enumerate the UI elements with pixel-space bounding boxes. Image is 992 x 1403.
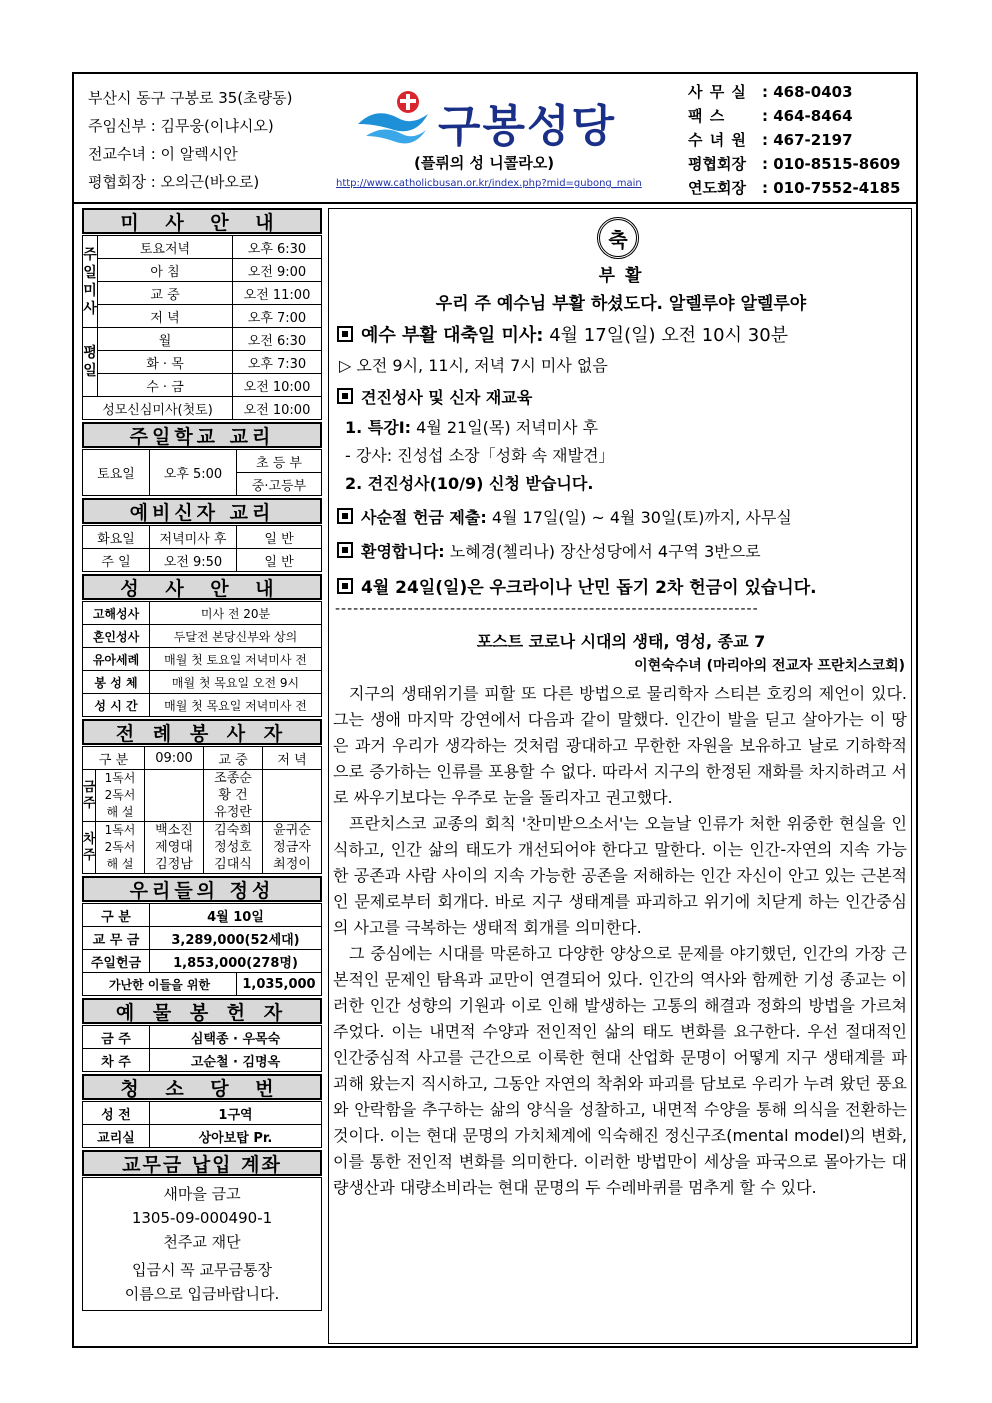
mass-time: 오전 6:30 — [233, 328, 322, 351]
donors-table — [82, 1025, 322, 1072]
cat-day: 주 일 — [83, 549, 150, 572]
easter-note: ▷ 오전 9시, 11시, 저녁 7시 미사 없음 — [339, 356, 608, 375]
mass-name: 교 중 — [98, 282, 233, 305]
liturgy-main: 김숙희 정성호 김대식 — [204, 822, 263, 874]
pastor: 주임신부 : 김무웅(이냐시오) — [88, 117, 274, 135]
liturgy-header: 09:00 — [145, 747, 204, 770]
cleaning-table — [82, 1101, 322, 1148]
contact-row — [688, 104, 900, 128]
church-logo — [336, 88, 656, 198]
cat-time: 오전 9:50 — [150, 549, 237, 572]
cleaning-title: 청 소 당 번 — [82, 1074, 322, 1100]
liturgy-0900: 백소진 제영대 김정남 — [145, 822, 204, 874]
header — [74, 74, 916, 204]
offering-key: 교 무 금 — [83, 927, 150, 950]
bullet-square-icon — [337, 508, 353, 524]
mass-table — [82, 235, 322, 420]
liturgy-title: 전 례 봉 사 자 — [82, 719, 322, 745]
catechumen-title: 예비신자 교리 — [82, 498, 322, 524]
sunday-mass-label: 주일미사 — [83, 236, 98, 328]
liturgy-roles: 1독서 2독서 해 설 — [96, 770, 145, 822]
contact-value: : 464-8464 — [762, 107, 853, 125]
confirmation-notice — [337, 385, 532, 408]
address: 부산시 동구 구봉로 35(초량동) — [88, 89, 293, 107]
essay-paragraph: 프란치스코 교종의 회칙 '찬미받으소서'는 오늘날 인류가 처한 위중한 현실을 인식하고, 인간 삶의 태도가 개선되어야 한다고 말한다. 이는 인간-자연의 지속 가능한 공존과 사람 사이의 지속 가능한 공존을 저해하는 인간 자신이 안고 있는 근본적인 문제로부터 회개다. 바로 지구 생태계를 파괴하고 위기에 치닫게 하는 인간중심의 사고를 극복하는 생태적 회개를 의미한다. — [333, 814, 907, 937]
offering-value: 4월 10일 — [150, 904, 322, 927]
confirmation-title: 견진성사 및 신자 재교육 — [361, 388, 533, 407]
offering-key: 구 분 — [83, 904, 150, 927]
contact-label: 평협회장 — [688, 155, 746, 173]
notice-subtitle: 우리 주 예수님 부활 하셨도다. 알렐루야 알렐루야 — [435, 294, 807, 314]
ukraine-text: 4월 24일(일)은 우크라이나 난민 돕기 2차 헌금이 있습니다. — [361, 578, 817, 598]
donor-names: 고순철 · 김명옥 — [150, 1049, 322, 1072]
mass-time: 오후 7:00 — [233, 305, 322, 328]
cat-who: 일 반 — [237, 526, 322, 549]
sacrament-name: 봉 성 체 — [83, 671, 150, 694]
bullet-square-icon — [337, 578, 353, 594]
essay-author: 이현숙수녀 (마리아의 전교자 프란치스코회) — [634, 658, 905, 674]
contact-row — [688, 128, 900, 152]
contact-label: 연도회장 — [688, 179, 746, 197]
mass-name: 토요저녁 — [98, 236, 233, 259]
liturgy-roles: 1독서 2독서 해 설 — [96, 822, 145, 874]
offering-table — [82, 903, 322, 996]
account-line: 새마을 금고 — [163, 1185, 241, 1203]
welcome-value: 노혜경(첼리나) 장산성당에서 4구역 3반으로 — [444, 542, 761, 561]
cleaning-place: 교리실 — [83, 1125, 150, 1148]
mass-name: 저 녁 — [98, 305, 233, 328]
liturgy-table — [82, 746, 322, 874]
contact-value: : 467-2197 — [762, 131, 853, 149]
left-column — [82, 208, 322, 1311]
mass-time: 오전 9:00 — [233, 259, 322, 282]
divider: ---------------------------------------------------------------------- — [335, 601, 759, 617]
celebration-badge: 축 — [597, 217, 639, 259]
account-box — [82, 1177, 322, 1311]
cat-time: 저녁미사 후 — [150, 526, 237, 549]
liturgy-header: 교 중 — [204, 747, 263, 770]
sacraments-title: 성 사 안 내 — [82, 574, 322, 600]
mass-name: 월 — [98, 328, 233, 351]
sacrament-desc: 매월 첫 목요일 오전 9시 — [150, 671, 322, 694]
cat-who: 일 반 — [237, 549, 322, 572]
sacrament-desc: 두달전 본당신부와 상의 — [150, 625, 322, 648]
cat-day: 화요일 — [83, 526, 150, 549]
donors-title: 예 물 봉 헌 자 — [82, 998, 322, 1024]
account-line: 1305-09-000490-1 — [131, 1209, 273, 1227]
contact-value: : 010-7552-4185 — [762, 179, 901, 197]
lent-label: 사순절 헌금 제출: — [361, 508, 487, 527]
liturgy-header: 저 녁 — [263, 747, 322, 770]
church-name: 구봉성당 — [438, 101, 617, 152]
cleaning-team: 상아보탑 Pr. — [150, 1125, 322, 1148]
lecture-value: 4월 21일(목) 저녁미사 후 — [411, 418, 599, 437]
easter-mass-notice — [337, 321, 788, 347]
church-patron: (플뤼의 성 니콜라오) — [414, 154, 555, 172]
welcome-notice — [337, 539, 761, 562]
mass-name: 아 침 — [98, 259, 233, 282]
easter-value: 4월 17일(일) 오전 10시 30분 — [543, 325, 789, 346]
lent-value: 4월 17일(일) ~ 4월 30일(토)까지, 사무실 — [486, 508, 792, 527]
easter-label: 예수 부활 대축일 미사: — [361, 325, 544, 346]
essay-paragraph: 그 중심에는 시대를 막론하고 다양한 양상으로 문제를 야기했던, 인간의 가장 근본적인 문제인 탐욕과 교만이 연결되어 있다. 인간의 역사와 함께한 기성 종교는 이러한 인간 성향의 기원과 이로 인해 발생하는 고통의 해결과 정화의 방법을 가르쳐 주었다. 이는 내면적 수양과 전인적인 삶의 태도 변화를 요구한다. 우선 절대적인 인간중심적 사고를 근간으로 이룩한 현대 산업화 문명이 어떻게 지구 생태계를 파괴해 왔는지 직시하고, 그동안 자연의 착취와 파괴를 담보로 우리가 누려 왔던 풍요와 안락함을 추구하는 삶의 양식을 성찰하고, 내면적 수양을 통해 의식을 전환하는 것이다. 이는 현대 문명의 가치체계에 익숙해진 정신구조(mental model)의 변화, 이를 통한 전인적 변화를 의미한다. 이러한 방법만이 세상을 파국으로 몰아가는 대량생산과 대량소비라는 현대 문명의 두 수레바퀴를 멈추게 할 수 있다. — [333, 944, 907, 1197]
week-label: 금주 — [83, 770, 96, 822]
contact-label: 수 녀 원 — [688, 131, 747, 149]
account-line: 이름으로 입금바랍니다. — [124, 1285, 280, 1303]
liturgy-main: 조종순 황 건 유정란 — [204, 770, 263, 822]
confirmation-application: 2. 견진성사(10/9) 신청 받습니다. — [345, 474, 594, 493]
school-group: 중·고등부 — [237, 473, 322, 496]
mass-time: 오후 7:30 — [233, 351, 322, 374]
lecture-label: 1. 특강Ⅰ: — [345, 418, 412, 437]
school-day: 토요일 — [83, 450, 150, 496]
donor-week: 금 주 — [83, 1026, 150, 1049]
contact-value: : 010-8515-8609 — [762, 155, 901, 173]
heart-mass-time: 오전 10:00 — [233, 397, 322, 420]
contact-label: 팩 스 — [688, 107, 726, 125]
church-emblem-icon — [356, 88, 436, 148]
cleaning-team: 1구역 — [150, 1102, 322, 1125]
lecture-speaker: - 강사: 진성섭 소장「성화 속 재발견」 — [345, 446, 615, 465]
account-line: 입금시 꼭 교무금통장 — [132, 1261, 272, 1279]
offering-value: 1,035,000 — [237, 973, 322, 996]
account-title: 교무금 납입 계좌 — [82, 1150, 322, 1176]
cleaning-place: 성 전 — [83, 1102, 150, 1125]
liturgy-0900 — [145, 770, 204, 822]
offering-key: 가난한 이들을 위한 — [83, 973, 237, 996]
church-website-link[interactable]: http://www.catholicbusan.or.kr/index.php?mid=gubong_main — [336, 178, 642, 189]
donor-week: 차 주 — [83, 1049, 150, 1072]
offering-value: 3,289,000(52세대) — [150, 927, 322, 950]
confirmation-lecture — [345, 415, 598, 438]
sister: 전교수녀 : 이 알렉시안 — [88, 145, 238, 163]
catechumen-table — [82, 525, 322, 572]
sacraments-table — [82, 601, 322, 717]
contact-label: 사 무 실 — [688, 83, 747, 101]
contact-row — [688, 80, 900, 104]
contact-row — [688, 152, 900, 176]
welcome-label: 환영합니다: — [361, 542, 445, 561]
mass-time: 오전 11:00 — [233, 282, 322, 305]
lent-offering-notice — [337, 505, 792, 528]
ukraine-notice — [337, 573, 817, 598]
sunday-school-table — [82, 449, 322, 496]
mass-title: 미 사 안 내 — [82, 208, 322, 234]
liturgy-header: 구 분 — [83, 747, 145, 770]
sacrament-name: 성 시 간 — [83, 694, 150, 717]
weekday-mass-label: 평일 — [83, 328, 98, 397]
heart-mass-name: 성모신심미사(첫토) — [83, 397, 233, 420]
school-group: 초 등 부 — [237, 450, 322, 473]
sacrament-name: 고해성사 — [83, 602, 150, 625]
week-label: 차주 — [83, 822, 96, 874]
bullet-square-icon — [337, 388, 353, 404]
liturgy-evening — [263, 770, 322, 822]
essay-title: 포스트 코로나 시대의 생태, 영성, 종교 7 — [476, 632, 766, 651]
notice-title: 부 활 — [598, 266, 644, 286]
contact-value: : 468-0403 — [762, 83, 853, 101]
offering-key: 주일헌금 — [83, 950, 150, 973]
offering-value: 1,853,000(278명) — [150, 950, 322, 973]
offering-title: 우리들의 정성 — [82, 876, 322, 902]
essay-paragraph: 지구의 생태위기를 피할 또 다른 방법으로 물리학자 스티븐 호킹의 제언이 있다. 그는 생애 마지막 강연에서 다음과 같이 말했다. 인간이 발을 딛고 살아가는 이 땅은 과거 우리가 생각하는 것처럼 광대하고 무한한 자원을 보유하고 날로 기하학적으로 증가하는 인류를 포용할 수 없다. 따라서 지구의 한정된 재화를 차지하려고 서로 싸우기보다는 우주로 눈을 돌리자고 권고했다. — [333, 684, 907, 807]
sunday-school-title: 주일학교 교리 — [82, 422, 322, 448]
header-left-info — [88, 84, 293, 196]
school-time: 오후 5:00 — [150, 450, 237, 496]
header-contacts — [688, 80, 900, 200]
sacrament-desc: 미사 전 20분 — [150, 602, 322, 625]
sacrament-desc: 매월 첫 토요일 저녁미사 전 — [150, 648, 322, 671]
mass-time: 오후 6:30 — [233, 236, 322, 259]
bullet-square-icon — [337, 542, 353, 558]
account-line: 천주교 재단 — [163, 1233, 241, 1251]
sacrament-name: 유아세례 — [83, 648, 150, 671]
right-column — [328, 208, 912, 1344]
contact-row — [688, 176, 900, 200]
donor-names: 심택종 · 우목숙 — [150, 1026, 322, 1049]
mass-name: 화 · 목 — [98, 351, 233, 374]
bullet-square-icon — [337, 326, 353, 342]
sacrament-desc: 매월 첫 목요일 저녁미사 전 — [150, 694, 322, 717]
page-frame — [72, 72, 918, 1348]
mass-time: 오전 10:00 — [233, 374, 322, 397]
mass-name: 수 · 금 — [98, 374, 233, 397]
council-president: 평협회장 : 오의근(바오로) — [88, 173, 260, 191]
essay-body — [333, 681, 907, 1201]
liturgy-evening: 윤귀순 정금자 최정이 — [263, 822, 322, 874]
sacrament-name: 혼인성사 — [83, 625, 150, 648]
